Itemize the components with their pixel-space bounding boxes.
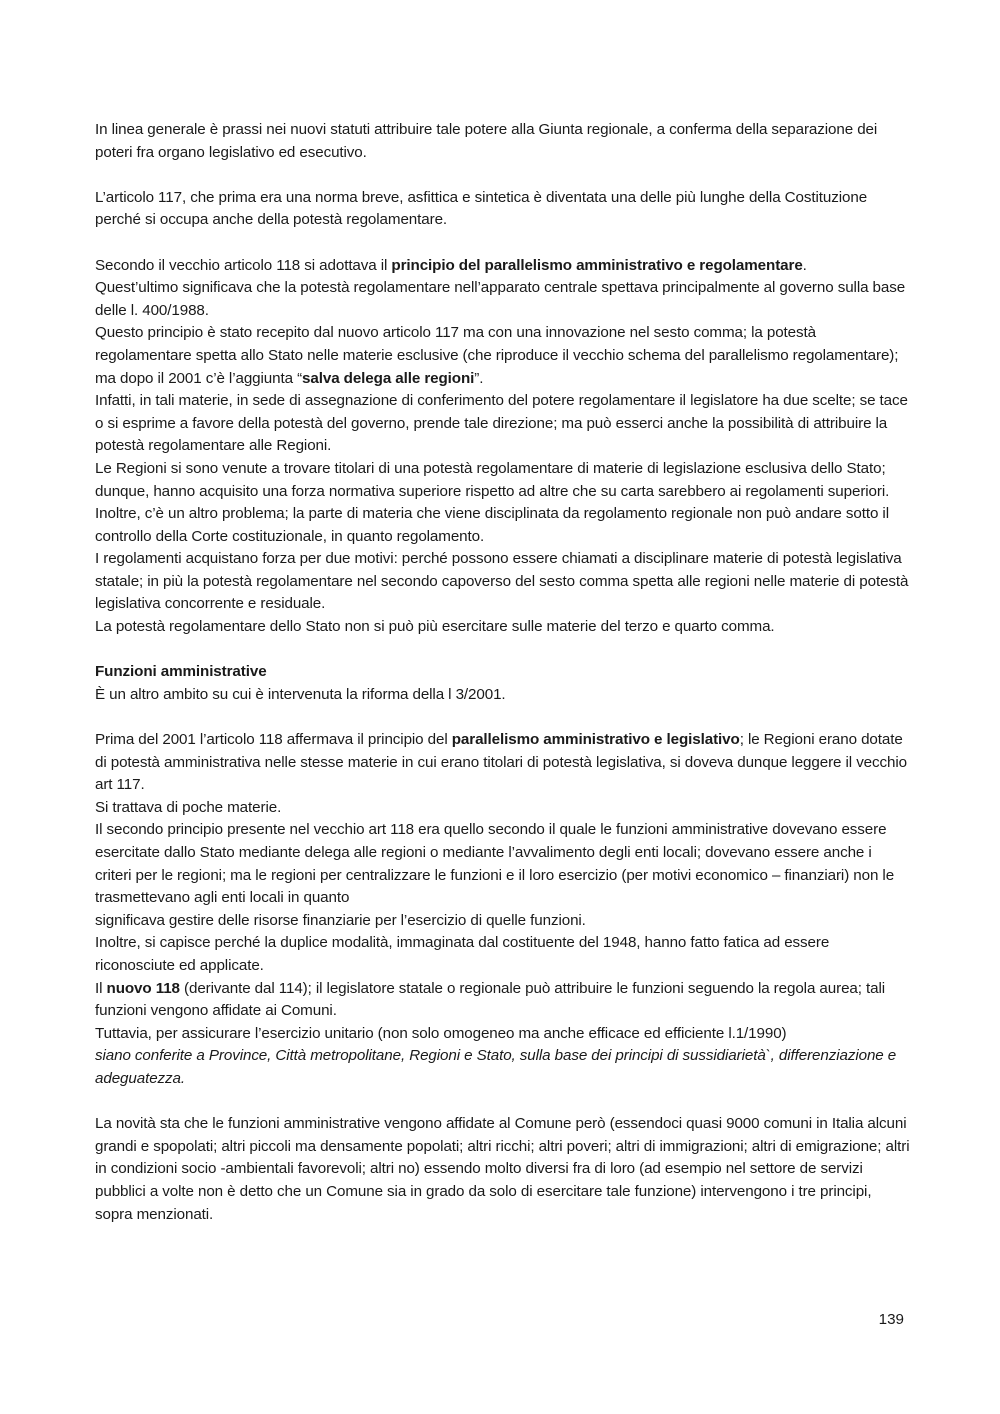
- paragraph: Inoltre, si capisce perché la duplice modalità, immaginata dal costituente del 1948, hanno fatto fatica ad essere riconosciute ed applicate.: [95, 934, 830, 974]
- paragraph: [95, 978, 910, 1023]
- paragraph: Quest’ultimo significava che la potestà regolamentare nell’apparato centrale spettava principalmente al governo sulla base delle l. 400/1988.: [95, 279, 906, 319]
- paragraph: significava gestire delle risorse finanziarie per l’esercizio di quelle funzioni.: [95, 911, 586, 929]
- section-heading: Funzioni amministrative: [95, 663, 267, 681]
- text-run: Questo principio è stato recepito dal nuovo articolo 117 ma con una innovazione nel sesto comma; la potestà regolamentare spetta allo Stato nelle materie esclusive (che riproduce il vecchio schema del parallelismo regolamentare); ma dopo il 2001 c’è l’aggiunta “: [95, 324, 899, 387]
- paragraph-gap: [95, 164, 910, 187]
- page-number: 139: [878, 1311, 904, 1328]
- paragraph: [95, 729, 910, 797]
- paragraph-gap: [95, 706, 910, 729]
- bold-text: salva delega alle regioni: [302, 369, 475, 387]
- paragraph: La potestà regolamentare dello Stato non si può più esercitare sulle materie del terzo e quarto comma.: [95, 618, 775, 636]
- paragraph: In linea generale è prassi nei nuovi statuti attribuire tale potere alla Giunta regionale, a conferma della separazione dei poteri fra organo legislativo ed esecutivo.: [95, 121, 878, 161]
- paragraph: La novità sta che le funzioni amministrative vengono affidate al Comune però (essendoci quasi 9000 comuni in Italia alcuni grandi e spopolati; altri piccoli ma densamente popolati; altri ricchi; altri poveri; altri di immigrazioni; altri di emigrazione; altri in condizioni socio -ambientali favorevoli; altri no) essendo molto diversi fra di loro (ad esempio nel settore de servizi pubblici a volte non è detto che un Comune sia in grado da solo di esercitare tale funzione) intervengono i tre principi, sopra menzionati.: [95, 1115, 910, 1223]
- paragraph-gap: [95, 639, 910, 662]
- document-body: [95, 119, 910, 1226]
- text-run: Secondo il vecchio articolo 118 si adottava il: [95, 256, 392, 274]
- paragraph: Tuttavia, per assicurare l’esercizio unitario (non solo omogeneo ma anche efficace ed efficiente l.1/1990): [95, 1024, 787, 1042]
- paragraph: Infatti, in tali materie, in sede di assegnazione di conferimento del potere regolamentare il legislatore ha due scelte; se tace o si esprime a favore della potestà del governo, prende tale direzione; ma può esserci anche la possibilità di attribuire la potestà regolamentare alle Regioni.: [95, 392, 908, 455]
- text-run: Prima del 2001 l’articolo 118 affermava il principio del: [95, 731, 452, 749]
- paragraph: Si trattava di poche materie.: [95, 798, 282, 816]
- italic-paragraph: siano conferite a Province, Città metropolitane, Regioni e Stato, sulla base dei principi di sussidiarietà`, differenziazione e adeguatezza.: [95, 1047, 897, 1087]
- paragraph: [95, 322, 910, 390]
- paragraph: [95, 255, 910, 278]
- paragraph-gap: [95, 1091, 910, 1114]
- text-run: (derivante dal 114); il legislatore statale o regionale può attribuire le funzioni seguendo la regola aurea; tali funzioni vengono affidate ai Comuni.: [95, 979, 886, 1020]
- paragraph: Inoltre, c’è un altro problema; la parte di materia che viene disciplinata da regolamento regionale non può andare sotto il controllo della Corte costituzionale, in quanto regolamento.: [95, 505, 889, 545]
- bold-text: parallelismo amministrativo e legislativo: [451, 731, 740, 749]
- paragraph: È un altro ambito su cui è intervenuta la riforma della l 3/2001.: [95, 685, 506, 703]
- paragraph: I regolamenti acquistano forza per due motivi: perché possono essere chiamati a disciplinare materie di potestà legislativa statale; in più la potestà regolamentare nel secondo capoverso del sesto comma spetta alle regioni nelle materie di potestà legislativa concorrente e residuale.: [95, 550, 909, 613]
- paragraph: Le Regioni si sono venute a trovare titolari di una potestà regolamentare di materie di legislazione esclusiva dello Stato; dunque, hanno acquisito una forza normativa superiore rispetto ad altre che su carta sarebbero ai regolamenti superiori.: [95, 459, 890, 500]
- text-run: ”.: [474, 369, 484, 387]
- paragraph: L’articolo 117, che prima era una norma breve, asfittica e sintetica è diventata una delle più lunghe della Costituzione perché si occupa anche della potestà regolamentare.: [95, 188, 868, 229]
- bold-text: nuovo 118: [106, 979, 180, 997]
- text-run: Il: [95, 979, 107, 997]
- bold-text: principio del parallelismo amministrativo e regolamentare: [391, 256, 803, 274]
- paragraph-gap: [95, 232, 910, 255]
- text-run: .: [802, 256, 807, 274]
- text-run: ; le Regioni erano dotate di potestà amministrativa nelle stesse materie in cui erano titolari di potestà legislativa, si doveva dunque leggere il vecchio art 117.: [95, 731, 907, 794]
- paragraph: Il secondo principio presente nel vecchio art 118 era quello secondo il quale le funzioni amministrative dovevano essere esercitate dallo Stato mediante delega alle regioni o mediante l’avvalimento degli enti locali; dovevano essere anche i criteri per le regioni; ma le regioni per centralizzare le funzioni e il loro esercizio (per motivi economico – finanziari) non le trasmettevano agli enti locali in quanto: [95, 821, 895, 907]
